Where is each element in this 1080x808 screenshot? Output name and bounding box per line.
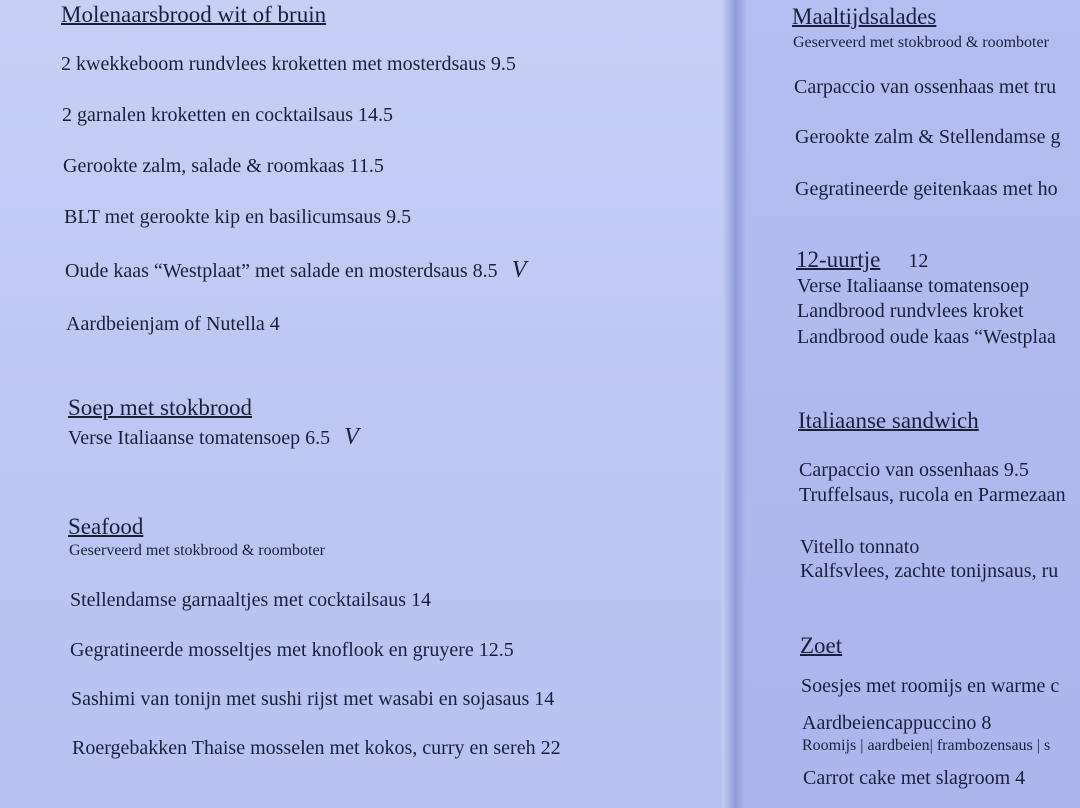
menu-item: Gegratineerde mosseltjes met knoflook en gruyere 12.5 [70,639,514,661]
menu-item: Roergebakken Thaise mosselen met kokos, curry en sereh 22 [72,737,561,759]
menu-item: Aardbeiencappuccino 8 [802,712,992,734]
menu-item-text: Oude kaas “Westplaat” met salade en mosterdsaus 8.5 [65,260,498,282]
menu-item: Landbrood rundvlees kroket [797,300,1024,322]
menu-item [65,259,526,282]
menu-item: Landbrood oude kaas “Westplaa [797,326,1056,348]
molenaarsbrood-heading: Molenaarsbrood wit of bruin [61,2,327,27]
menu-item: Vitello tonnato [800,536,920,558]
maaltijdsalades-subtitle: Geserveerd met stokbrood & roomboter [793,34,1049,51]
twaalfuurtje-price: 12 [908,250,929,272]
menu-item: 2 garnalen kroketten en cocktailsaus 14.5 [62,104,393,126]
menu-item: Carpaccio van ossenhaas met tru [794,76,1057,98]
menu-item: Truffelsaus, rucola en Parmezaan [799,484,1066,506]
menu-item: Sashimi van tonijn met sushi rijst met wasabi en sojasaus 14 [71,688,555,710]
menu-item: BLT met gerookte kip en basilicumsaus 9.5 [64,206,412,228]
menu-item-text: Verse Italiaanse tomatensoep 6.5 [68,427,331,449]
seafood-heading: Seafood [68,514,144,539]
menu-item: Carpaccio van ossenhaas 9.5 [799,459,1029,481]
maaltijdsalades-heading: Maaltijdsalades [792,4,937,29]
seafood-subtitle: Geserveerd met stokbrood & roomboter [69,542,325,559]
italiaanse-heading: Italiaanse sandwich [798,408,979,433]
menu-item: Kalfsvlees, zachte tonijnsaus, ru [800,560,1059,582]
menu-item: Gerookte zalm, salade & roomkaas 11.5 [63,155,384,177]
menu-item: Verse Italiaanse tomatensoep [797,275,1030,297]
menu-item: 2 kwekkeboom rundvlees kroketten met mosterdsaus 9.5 [61,53,516,75]
zoet-heading: Zoet [800,633,843,658]
vegetarian-mark: V [511,257,527,283]
soep-heading: Soep met stokbrood [68,395,252,420]
twaalfuurtje-heading-row [796,249,928,272]
menu-item: Soesjes met roomijs en warme c [801,675,1060,697]
menu-item-detail: Roomijs | aardbeien| frambozensaus | s [802,737,1051,754]
menu-item: Aardbeienjam of Nutella 4 [66,313,280,335]
menu-fold [722,0,746,808]
menu-item: Gerookte zalm & Stellendamse g [795,126,1061,148]
vegetarian-mark: V [344,424,359,450]
twaalfuurtje-heading: 12-uurtje [796,247,881,272]
menu-item: Carrot cake met slagroom 4 [803,767,1026,789]
menu-item [68,426,359,449]
menu-item: Gegratineerde geitenkaas met ho [795,178,1058,200]
menu-item: Stellendamse garnaaltjes met cocktailsaus 14 [70,589,431,611]
